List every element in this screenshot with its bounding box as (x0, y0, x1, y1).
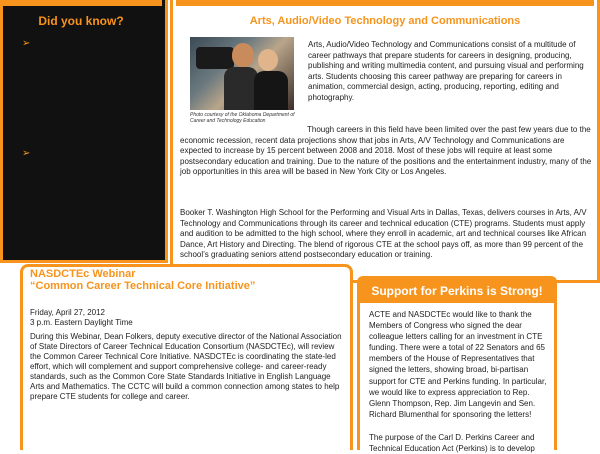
webinar-title (30, 268, 330, 292)
webinar-title-line-1: NASDCTEc Webinar (30, 268, 136, 280)
video-camera (196, 47, 234, 69)
webinar-time: 3 p.m. Eastern Daylight Time (30, 318, 133, 327)
spotlight-title: Arts, Audio/Video Technology and Communications (249, 15, 521, 27)
arrow-bullet-icon: ➢ (22, 148, 31, 159)
webinar-description: During this Webinar, Dean Folkers, deputy executive director of the National Association of State Directors of Career Technical Education Consortium (NASDCTEc), will review the Common Career Technical Core Initiative. NASDCTEc is coordinating the state-led effort, which will complement and support comprehensive college- and career-ready standards, such as the Common Core State Standards Initiative in English Language Arts and Mathematics. The CCTC will build a common connection among states to help prepare CTE students for college and career. (30, 332, 342, 401)
arrow-bullet-icon: ➢ (22, 38, 31, 49)
spotlight-paragraph-1: Arts, Audio/Video Technology and Communications consist of a multitude of career pathways that prepare students for careers in designing, producing, publishing and writing multimedia content, and pursuing visual and performing arts. Students choosing this career pathway are preparing for careers in animation, commercial design, acting, producing, reporting, editing and photography. (308, 40, 584, 102)
perkins-title: Support for Perkins is Strong! (360, 279, 554, 303)
webinar-date: Friday, April 27, 2012 (30, 308, 106, 317)
sidebar-title: Did you know? (38, 14, 124, 28)
perkins-paragraph-1: ACTE and NASDCTEc would like to thank the Members of Congress who signed the dear colleague letters calling for an investment in CTE funding. There were a total of 22 Senators and 65 members of the House of Representatives that signed the letters, showing broad, bi-partisan support for CTE and Perkins funding. In particular, we would like to express appreciation to Rep. Glenn Thompson, Rep. Jim Langevin and Sen. Richard Blumenthal for sponsoring the letters! (369, 310, 547, 419)
spotlight-header-bar (176, 0, 594, 6)
webinar-datetime (30, 308, 230, 328)
webinar-title-line-2: “Common Career Technical Core Initiative” (30, 280, 256, 292)
spotlight-paragraph-2: Though careers in this field have been limited over the past few years due to the economic recession, recent data projections show that jobs in Arts, A/V Technology and Communications are expected to increase by 15 percent between 2008 and 2018. Most of these jobs will require at least some postsecondary education and training. Due to the nature of the positions and the entertainment industry, many of the job opportunities in this area will be based in New York City or Los Angeles. (180, 125, 592, 177)
perkins-paragraph-2: The purpose of the Carl D. Perkins Career and Technical Education Act (Perkins) is to develop (369, 433, 535, 453)
sidebar-header-bar (0, 0, 162, 6)
spotlight-paragraph-3: Booker T. Washington High School for the Performing and Visual Arts in Dallas, Texas, delivers courses in Arts, A/V Technology and Communications through its career and technical education (CTE) programs. Students must apply and audition to be admitted to the high school, where they enroll in academic, art and technical courses like African Dance, Art History and Directing. The blend of rigorous CTE at the school pays off, as more than 99 percent of the school’s graduating seniors attend postsecondary education or training. (180, 208, 587, 260)
photo-caption: Photo courtesy of the Oklahoma Department of Career and Technology Education (190, 112, 295, 124)
students-with-camera-photo (190, 37, 294, 110)
